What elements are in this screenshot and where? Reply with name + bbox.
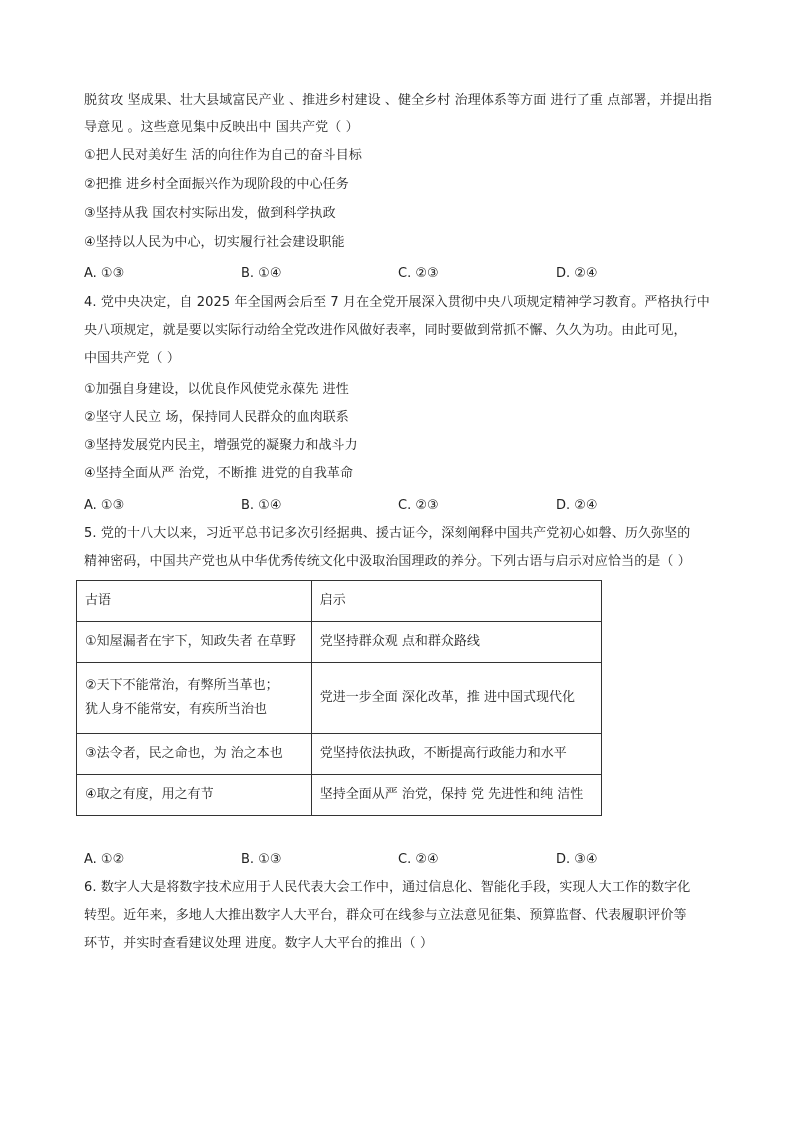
table-row: [77, 775, 602, 816]
q5-table-cell-ancient: ④取之有度，用之有节: [77, 775, 312, 816]
q4-statement-4: ④坚持全面从严 治党，不断推 进党的自我革命: [84, 466, 354, 481]
q4-statement-3: ③坚持发展党内民主，增强党的凝聚力和战斗力: [84, 438, 358, 453]
q4-stem-line-1: 4. 党中央决定，自 2025 年全国两会后至 7 月在全党开展深入贯彻中央八项规定精神学习教育。严格执行中: [84, 295, 710, 310]
q5-table-cell-insight: 党坚持依法执政，不断提高行政能力和水平: [311, 734, 601, 775]
q6-stem-line-1: 6. 数字人大是将数字技术应用于人民代表大会工作中，通过信息化、智能化手段，实现人大工作的数字化: [84, 880, 691, 895]
q6-stem-line-2: 转型。近年来，多地人大推出数字人大平台，群众可在线参与立法意见征集、预算监督、代表履职评价等: [84, 908, 687, 923]
q5-table-cell-ancient: ③法令者，民之命也，为 治之本也: [77, 734, 312, 775]
q5-table-cell-ancient: ①知屋漏者在宇下，知政失者 在草野: [77, 622, 312, 663]
q3-statement-3: ③坚持从我 国农村实际出发，做到科学执政: [84, 206, 336, 221]
q5-table-cell-insight: 党进一步全面 深化改革，推 进中国式现代化: [311, 663, 601, 734]
q4-option-b: B. ①④: [241, 498, 282, 513]
q5-table-cell-insight: 党坚持群众观 点和群众路线: [311, 622, 601, 663]
table-row: [77, 622, 602, 663]
q5-table-header-row: [77, 581, 602, 622]
q3-statement-2: ②把推 进乡村全面振兴作为现阶段的中心任务: [84, 177, 349, 192]
q3-stem-line-1: 脱贫攻 坚成果、壮大县域富民产业 、推进乡村建设 、健全乡村 治理体系等方面 进行了重 点部署，并提出指: [84, 93, 712, 108]
q3-statement-1: ①把人民对美好生 活的向往作为自己的奋斗目标: [84, 148, 362, 163]
q6-stem-line-3: 环节，并实时查看建议处理 进度。数字人大平台的推出（ ）: [84, 936, 434, 951]
q3-option-b: B. ①④: [241, 266, 282, 281]
q3-option-a: A. ①③: [84, 266, 125, 281]
q5-table-cell-ancient: [77, 663, 312, 734]
q5-option-c: C. ②④: [398, 852, 439, 867]
q5-table: [76, 580, 602, 816]
q3-stem-line-2: 导意见 。这些意见集中反映出中 国共产党（ ）: [84, 120, 359, 135]
q4-stem-line-2: 央八项规定，就是要以实际行动给全党改进作风做好表率，同时要做到常抓不懈、久久为功。由此可见，: [84, 323, 687, 338]
q5-option-d: D. ③④: [556, 852, 598, 867]
q4-option-d: D. ②④: [556, 498, 598, 513]
q5-table-cell-ancient-line-1: ②天下不能常治，有弊所当革也；: [85, 678, 279, 693]
q3-option-c: C. ②③: [398, 266, 439, 281]
q5-option-a: A. ①②: [84, 852, 125, 867]
table-row: [77, 734, 602, 775]
q5-stem-line-1: 5. 党的十八大以来，习近平总书记多次引经据典、援古证今，深刻阐释中国共产党初心如磐、历久弥坚的: [84, 526, 691, 541]
q5-table-cell-insight: 坚持全面从严 治党，保持 党 先进性和纯 洁性: [311, 775, 601, 816]
q5-option-b: B. ①③: [241, 852, 282, 867]
q5-table-header-ancient: 古语: [77, 581, 312, 622]
q5-table-header-insight: 启示: [311, 581, 601, 622]
q4-statement-2: ②坚守人民立 场，保持同人民群众的血肉联系: [84, 410, 349, 425]
q4-option-c: C. ②③: [398, 498, 439, 513]
q4-statement-1: ①加强自身建设，以优良作风使党永葆先 进性: [84, 382, 349, 397]
q4-option-a: A. ①③: [84, 498, 125, 513]
q3-statement-4: ④坚持以人民为中心，切实履行社会建设职能: [84, 235, 345, 250]
q5-table-cell-ancient-line-2: 犹人身不能常安，有疾所当治也: [85, 702, 268, 717]
q3-option-d: D. ②④: [556, 266, 598, 281]
table-row: [77, 663, 602, 734]
q5-stem-line-2: 精神密码，中国共产党也从中华优秀传统文化中汲取治国理政的养分。下列古语与启示对应恰当的是（ ）: [84, 554, 691, 569]
q4-stem-line-3: 中国共产党（ ）: [84, 351, 180, 366]
